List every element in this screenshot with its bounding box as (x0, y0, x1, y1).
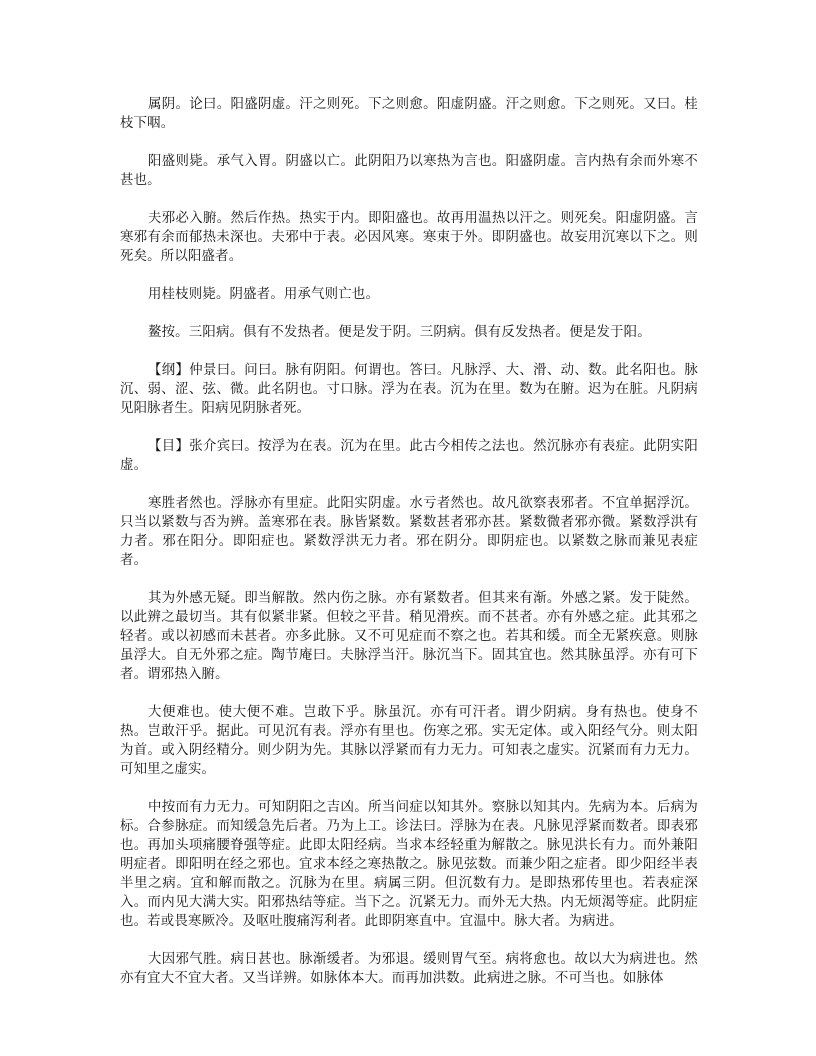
paragraph: 大便难也。使大便不难。岂敢下乎。脉虽沉。亦有可汗者。谓少阴病。身有热也。使身不热。岂敢汗乎。据此。可见沉有表。浮亦有里也。伤寒之邪。实无定体。或入阳经气分。则太阳为首。或入阴经精分。则少阴为先。其脉以浮紧而有力无力。可知表之虚实。沉紧而有力无力。可知里之虚实。 (120, 705, 698, 777)
document-page (120, 95, 698, 1007)
paragraph: 用桂枝则毙。阴盛者。用承气则亡也。 (148, 287, 380, 302)
paragraph: 其为外感无疑。即当解散。然内伤之脉。亦有紧数者。但其来有渐。外感之紧。发于陡然。以此辨之最切当。其有似紧非紧。但较之平昔。稍见滑疾。而不甚者。亦有外感之症。此其邪之轻者。或以初感而未甚者。亦多此脉。又不可见症而不察之也。若其和缓。而全无紧疾意。则脉虽浮大。自无外邪之症。陶节庵曰。夫脉浮当汗。脉沉当下。固其宜也。然其脉虽浮。亦有可下者。谓邪热入腑。 (120, 591, 698, 682)
paragraph: 寒胜者然也。浮脉亦有里症。此阳实阴虚。水亏者然也。故凡欲察表邪者。不宜单据浮沉。只当以紧数与否为辨。盖寒邪在表。脉皆紧数。紧数甚者邪亦甚。紧数微者邪亦微。紧数浮洪有力者。邪在阳分。即阳症也。紧数浮洪无力者。邪在阴分。即阴症也。以紧数之脉而兼见表症者。 (120, 496, 698, 568)
paragraph: 鳌按。三阳病。俱有不发热者。便是发于阴。三阴病。俱有反发热者。便是发于阳。 (148, 325, 651, 340)
paragraph: 【纲】仲景曰。问曰。脉有阴阳。何谓也。答曰。凡脉浮、大、滑、动、数。此名阳也。脉沉、弱、涩、弦、微。此名阴也。寸口脉。浮为在表。沉为在里。数为在腑。迟为在脏。凡阴病见阳脉者生。阳病见阴脉者死。 (120, 363, 698, 416)
paragraph: 【目】张介宾曰。按浮为在表。沉为在里。此古今相传之法也。然沉脉亦有表症。此阴实阳虚。 (120, 439, 698, 473)
paragraph: 阳盛则毙。承气入胃。阴盛以亡。此阴阳乃以寒热为言也。阳盛阴虚。言内热有余而外寒不甚也。 (120, 154, 698, 188)
paragraph: 中按而有力无力。可知阴阳之吉凶。所当问症以知其外。察脉以知其内。先病为本。后病为标。合参脉症。而知缓急先后者。乃为上工。诊法曰。浮脉为在表。凡脉见浮紧而数者。即表邪也。再加头项痛腰脊强等症。此即太阳经病。当求本经轻重为解散之。脉见洪长有力。而外兼阳明症者。即阳明在经之邪也。宜求本经之寒热散之。脉见弦数。而兼少阳之症者。即少阳经半表半里之病。宜和解而散之。沉脉为在里。病属三阴。但沉数有力。是即热邪传里也。若表症深入。而内见大满大实。阳邪热结等症。当下之。沉紧无力。而外无大热。内无烦渴等症。此阴症也。若或畏寒厥冷。及呕吐腹痛泻利者。此即阴寒直中。宜温中。脉大者。为病进。 (120, 800, 698, 929)
paragraph: 大因邪气胜。病日甚也。脉渐缓者。为邪退。缓则胃气至。病将愈也。故以大为病进也。然亦有宜大不宜大者。又当详辨。如脉体本大。而再加洪数。此病进之脉。不可当也。如脉体 (120, 952, 698, 986)
paragraph: 夫邪必入腑。然后作热。热实于内。即阳盛也。故再用温热以汗之。则死矣。阳虚阴盛。言寒邪有余而郁热未深也。夫邪中于表。必因风寒。寒束于外。即阴盛也。故妄用沉寒以下之。则死矣。所以阳盛者。 (120, 211, 698, 264)
paragraph: 属阴。论曰。阳盛阴虚。汗之则死。下之则愈。阳虚阴盛。汗之则愈。下之则死。又曰。桂枝下咽。 (120, 97, 698, 131)
